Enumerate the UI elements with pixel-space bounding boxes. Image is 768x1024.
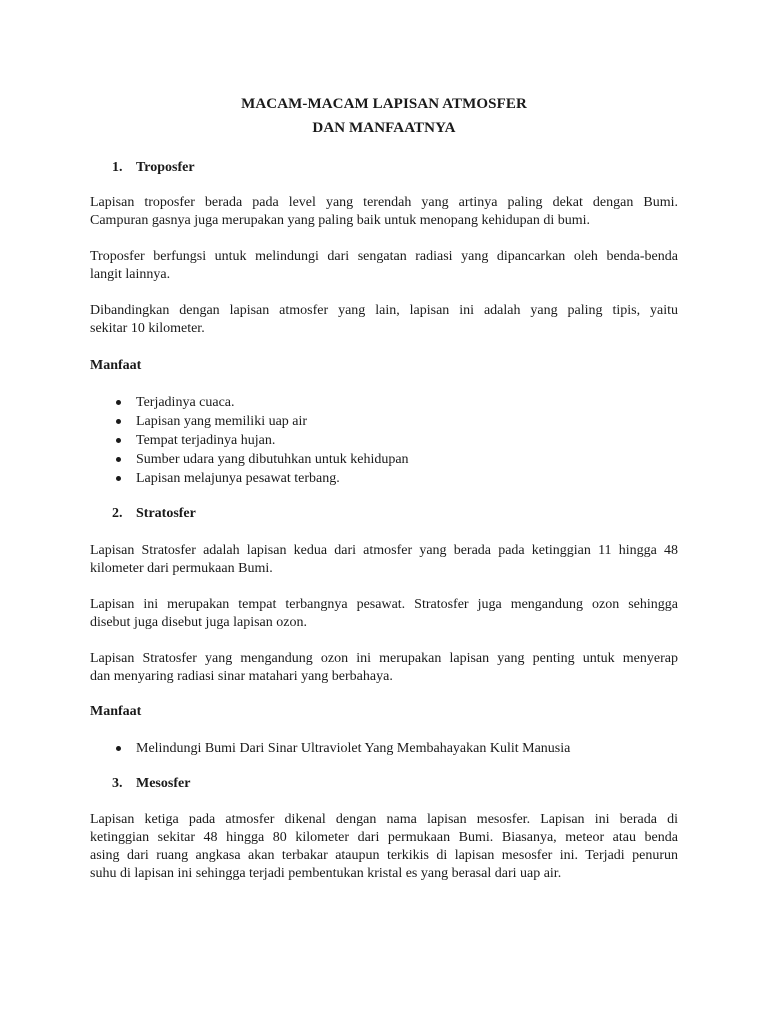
paragraph-line: suhu di lapisan ini sehingga terjadi pembentukan kristal es yang berasal dari uap air. [90, 866, 562, 881]
paragraph-line: disebut juga disebut juga lapisan ozon. [90, 615, 307, 630]
paragraph [90, 596, 678, 632]
manfaat-label: Manfaat [90, 358, 142, 373]
list-item [112, 739, 570, 758]
list-item-text: Melindungi Bumi Dari Sinar Ultraviolet Yang Membahayakan Kulit Manusia [136, 741, 571, 756]
paragraph-line: Lapisan ini merupakan tempat terbangnya pesawat. Stratosfer juga mengandung ozon sehingga [90, 597, 678, 612]
paragraph-line: Dibandingkan dengan lapisan atmosfer yang lain, lapisan ini adalah yang paling tipis, yaitu [90, 303, 678, 318]
section-heading-stratosfer [112, 505, 196, 523]
bullet-icon [116, 746, 121, 751]
list-item [112, 450, 409, 469]
paragraph [90, 650, 678, 686]
list-item-text: Terjadinya cuaca. [136, 395, 235, 410]
bullet-icon [116, 457, 121, 462]
paragraph [90, 194, 678, 230]
list-item-text: Lapisan melajunya pesawat terbang. [136, 471, 340, 486]
document-title-line2: DAN MANFAATNYA [312, 120, 456, 136]
section-title: Mesosfer [136, 776, 191, 791]
bullet-icon [116, 400, 121, 405]
section-title: Stratosfer [136, 506, 196, 521]
paragraph-line: sekitar 10 kilometer. [90, 321, 205, 336]
paragraph-line: ketinggian sekitar 48 hingga 80 kilometer dari permukaan Bumi. Biasanya, meteor atau benda [90, 830, 678, 845]
list-item [112, 469, 409, 488]
paragraph [90, 811, 678, 883]
bullet-icon [116, 476, 121, 481]
manfaat-label: Manfaat [90, 704, 142, 719]
section-number: 1. [112, 160, 123, 175]
bullet-icon [116, 438, 121, 443]
paragraph-line: Campuran gasnya juga merupakan yang paling baik untuk menopang kehidupan di bumi. [90, 213, 590, 228]
paragraph [90, 302, 678, 338]
list-item-text: Sumber udara yang dibutuhkan untuk kehidupan [136, 452, 409, 467]
list-item [112, 393, 409, 412]
paragraph-line: langit lainnya. [90, 267, 171, 282]
section-number: 3. [112, 776, 123, 791]
paragraph-line: asing dari ruang angkasa akan terbakar ataupun terkikis di lapisan mesosfer ini. Terjadi penurun [90, 848, 678, 863]
paragraph-line: dan menyaring radiasi sinar matahari yang berbahaya. [90, 669, 393, 684]
section-number: 2. [112, 506, 123, 521]
list-item-text: Tempat terjadinya hujan. [136, 433, 276, 448]
list-item [112, 412, 409, 431]
section-title: Troposfer [136, 160, 195, 175]
manfaat-list [112, 739, 570, 758]
section-heading-troposfer [112, 159, 195, 177]
list-item-text: Lapisan yang memiliki uap air [136, 414, 308, 429]
paragraph [90, 542, 678, 578]
paragraph-line: Troposfer berfungsi untuk melindungi dari sengatan radiasi yang dipancarkan oleh benda-benda [90, 249, 678, 264]
manfaat-list [112, 393, 409, 488]
paragraph-line: Lapisan ketiga pada atmosfer dikenal dengan nama lapisan mesosfer. Lapisan ini berada di [90, 812, 678, 827]
section-heading-mesosfer [112, 775, 190, 793]
paragraph [90, 248, 678, 284]
list-item [112, 431, 409, 450]
paragraph-line: Lapisan troposfer berada pada level yang terendah yang artinya paling dekat dengan Bumi. [90, 195, 678, 210]
bullet-icon [116, 419, 121, 424]
paragraph-line: Lapisan Stratosfer adalah lapisan kedua dari atmosfer yang berada pada ketinggian 11 hingga 48 [90, 543, 678, 558]
paragraph-line: Lapisan Stratosfer yang mengandung ozon ini merupakan lapisan yang penting untuk menyerap [90, 651, 678, 666]
document-title-line1: MACAM-MACAM LAPISAN ATMOSFER [241, 96, 527, 112]
paragraph-line: kilometer dari permukaan Bumi. [90, 561, 273, 576]
